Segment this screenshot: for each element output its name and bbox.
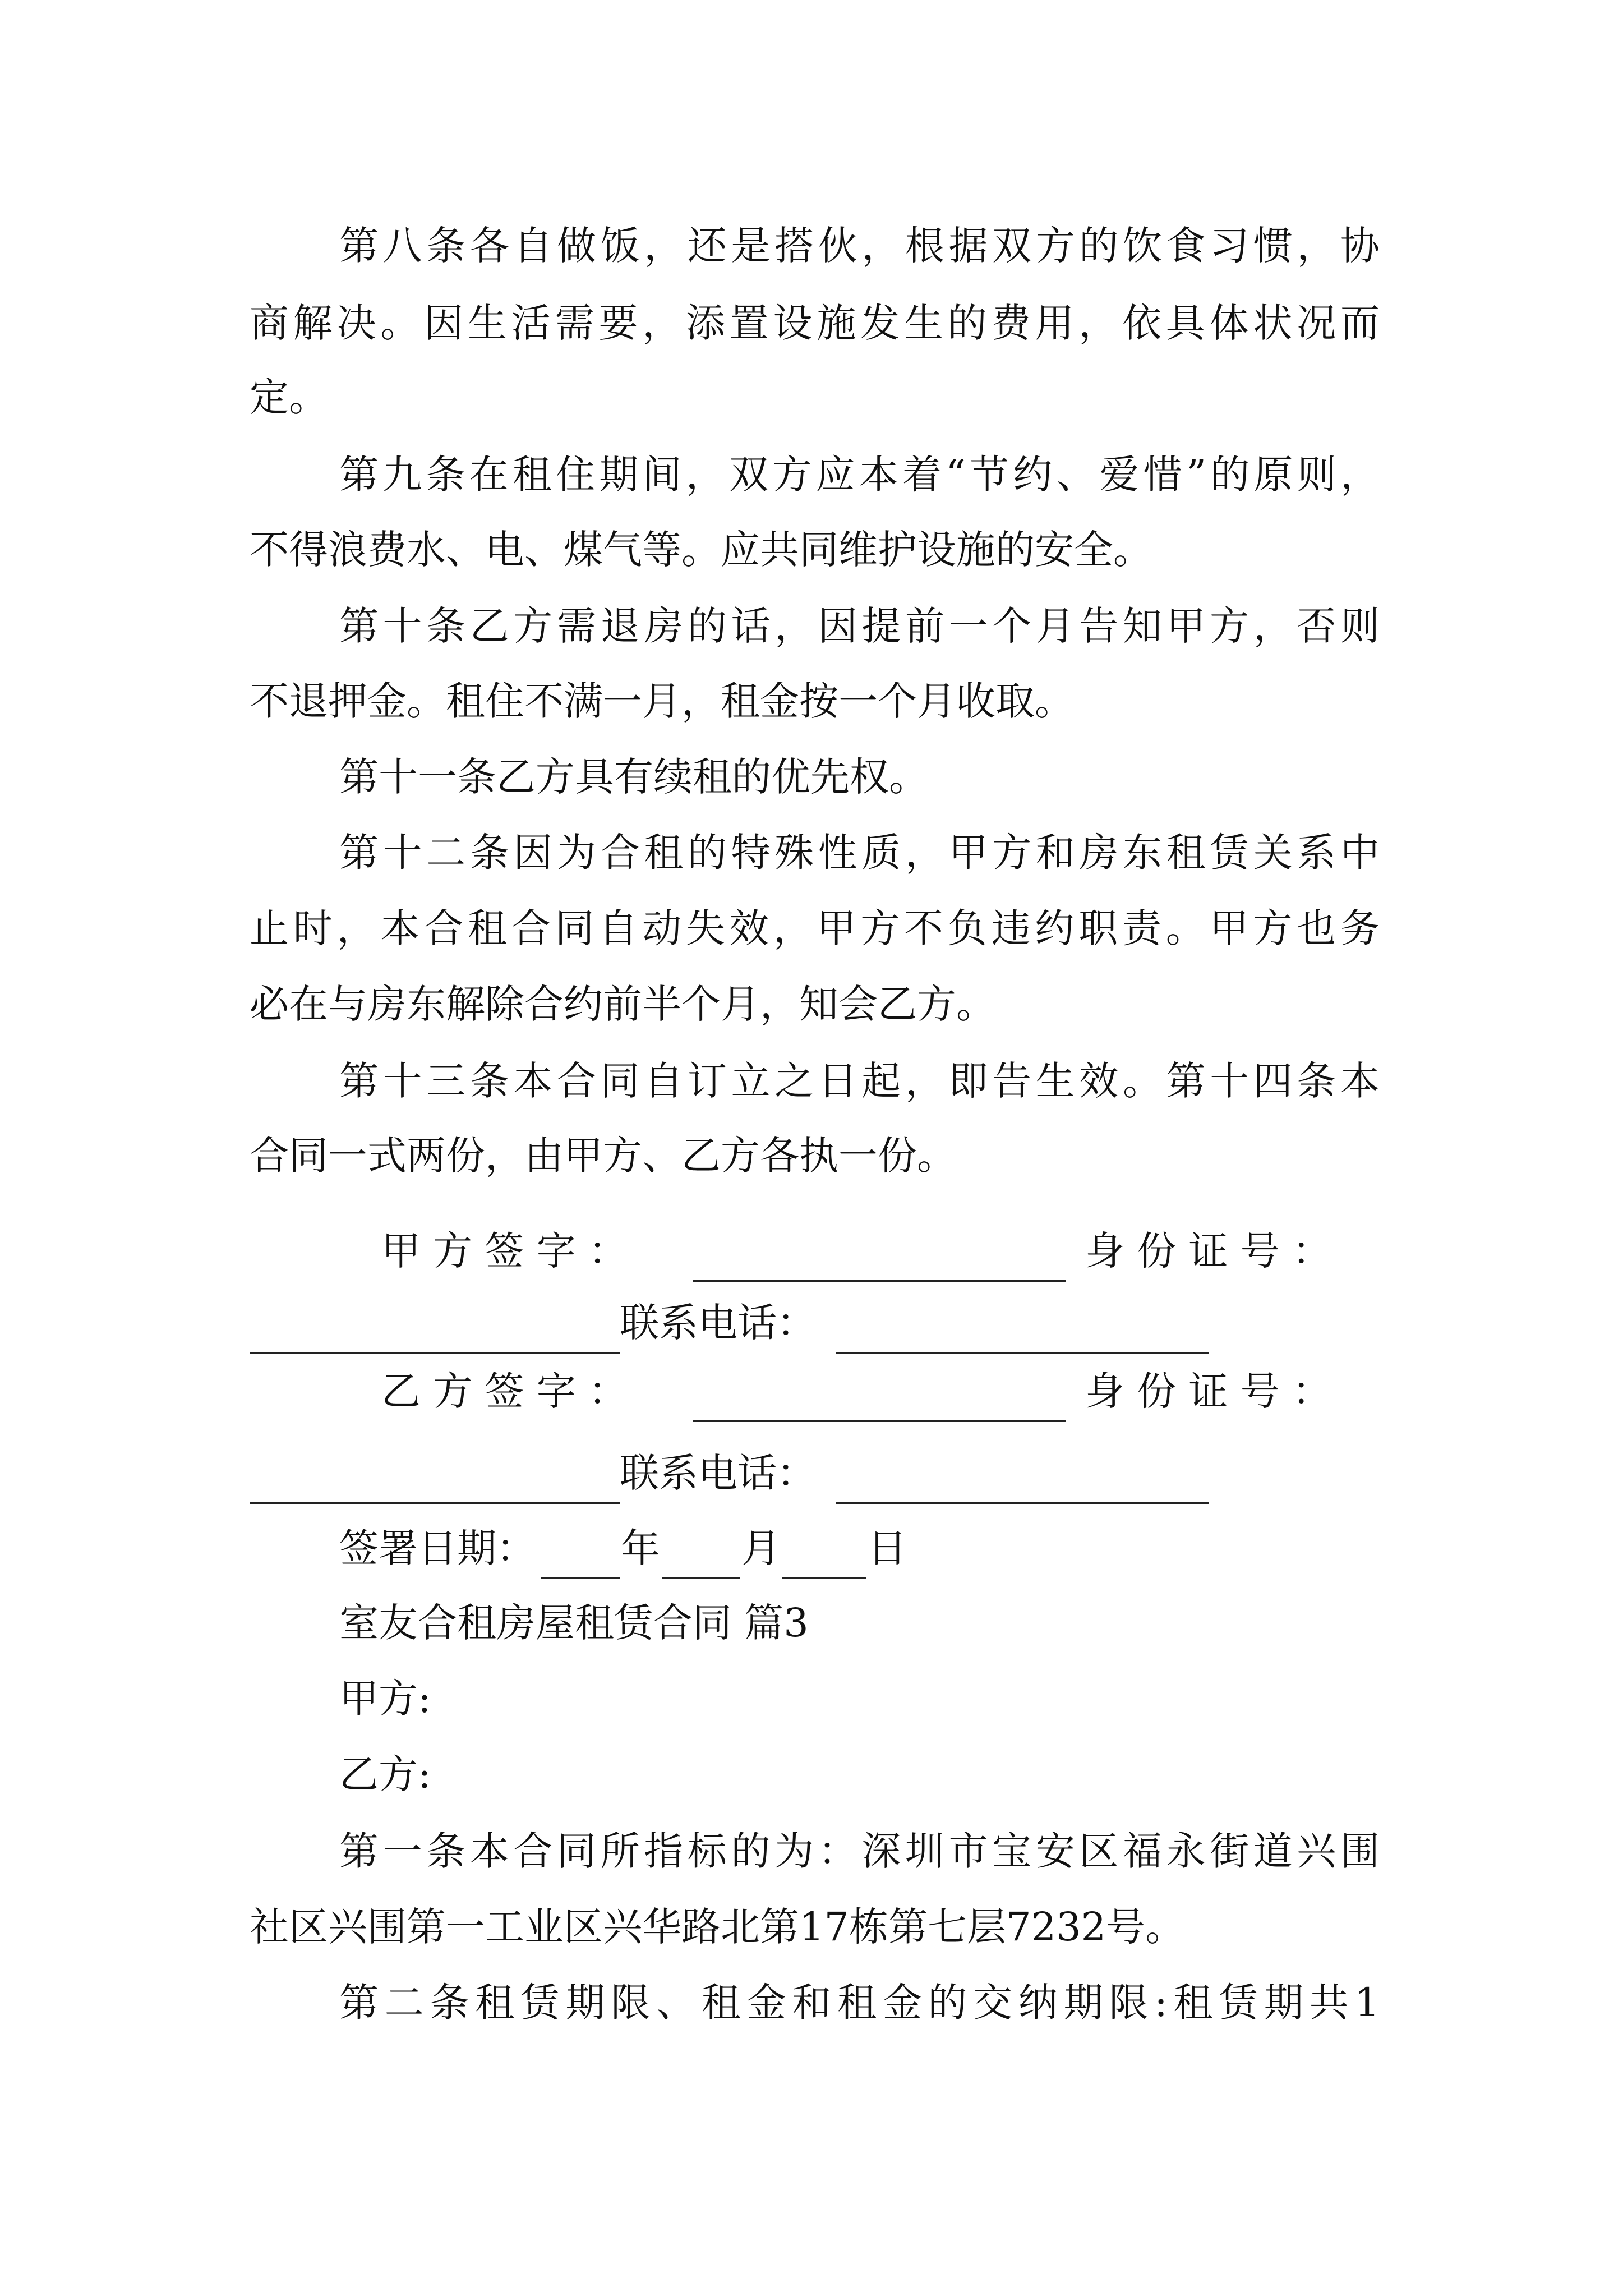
- month-label: 月: [741, 1525, 781, 1571]
- party-b-phone-label: 联系电话：: [620, 1450, 816, 1496]
- section-3-title: 室友合租房屋租赁合同 篇3: [339, 1600, 809, 1646]
- year-label: 年: [621, 1525, 660, 1571]
- party-b-phone-blank: [836, 1469, 1209, 1504]
- party-b-id-label: 身 份 证 号 ：: [1085, 1368, 1332, 1414]
- clause-12-line-3: 必在与房东解除合约前半个月，知会乙方。: [250, 981, 995, 1027]
- section-3-article-1-line-1: 第一条本合同所指标的为：深圳市宝安区福永街道兴围: [339, 1828, 1380, 1874]
- party-a-sign-blank: [693, 1246, 1066, 1282]
- clause-8-line-3: 定。: [250, 374, 328, 420]
- clause-12-line-1: 第十二条因为合租的特殊性质，甲方和房东租赁关系中: [339, 830, 1380, 876]
- section-3-party-b: 乙方:: [339, 1751, 431, 1797]
- section-3-article-2-line-1: 第二条租赁期限、租金和租金的交纳期限:租赁期共1: [339, 1980, 1380, 2026]
- party-b-sign-blank: [693, 1387, 1066, 1422]
- clause-8-line-2: 商解决。因生活需要，添置设施发生的费用，依具体状况而: [250, 300, 1380, 346]
- day-label: 日: [868, 1525, 907, 1571]
- party-a-phone-row: [0, 1283, 1623, 1362]
- clause-10-line-2: 不退押金。租住不满一月，租金按一个月收取。: [250, 678, 1074, 724]
- date-label: 签署日期：: [339, 1525, 536, 1571]
- party-a-sign-label: 甲 方 签 字 ：: [381, 1228, 628, 1274]
- party-a-id-blank: [250, 1318, 620, 1354]
- clause-9-line-1: 第九条在租住期间，双方应本着“节约、爱惜”的原则，: [339, 452, 1380, 498]
- section-3-party-a: 甲方:: [339, 1676, 431, 1722]
- signing-date-row: [0, 1509, 1623, 1588]
- clause-8-line-1: 第八条各自做饭，还是搭伙，根据双方的饮食习惯，协: [339, 223, 1380, 269]
- month-blank: [662, 1544, 740, 1579]
- clause-12-line-2: 止时，本合租合同自动失效，甲方不负违约职责。甲方也务: [250, 905, 1380, 951]
- clause-13-line-2: 合同一式两份，由甲方、乙方各执一份。: [250, 1133, 956, 1179]
- clause-13-line-1: 第十三条本合同自订立之日起，即告生效。第十四条本: [339, 1058, 1380, 1104]
- clause-11-line-1: 第十一条乙方具有续租的优先权。: [339, 754, 928, 800]
- section-3-article-1-line-2: 社区兴围第一工业区兴华路北第17栋第七层7232号。: [250, 1904, 1185, 1950]
- party-b-id-blank: [250, 1469, 620, 1504]
- party-b-signature-row: [0, 1352, 1623, 1430]
- clause-10-line-1: 第十条乙方需退房的话，因提前一个月告知甲方，否则: [339, 603, 1380, 649]
- clause-9-line-2: 不得浪费水、电、煤气等。应共同维护设施的安全。: [250, 527, 1152, 573]
- party-a-id-label: 身 份 证 号 ：: [1085, 1228, 1332, 1274]
- day-blank: [782, 1544, 866, 1579]
- year-blank: [541, 1544, 620, 1579]
- party-a-phone-label: 联系电话：: [620, 1300, 816, 1346]
- party-b-sign-label: 乙 方 签 字 ：: [381, 1368, 628, 1414]
- party-a-signature-row: [0, 1212, 1623, 1290]
- party-a-phone-blank: [836, 1318, 1209, 1354]
- party-b-phone-row: [0, 1434, 1623, 1512]
